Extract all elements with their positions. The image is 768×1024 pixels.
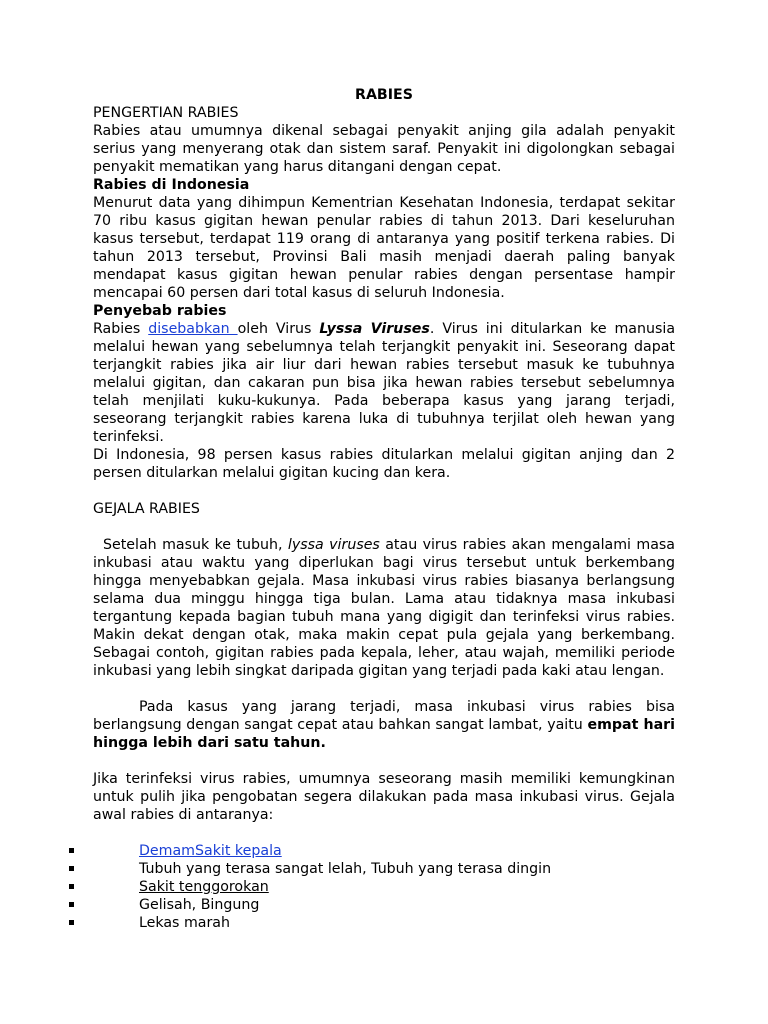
demam-link[interactable]: Demam bbox=[139, 843, 195, 859]
list-item-text: Tubuh yang terasa sangat lelah, Tubuh yang terasa dingin bbox=[139, 861, 552, 877]
paragraph-pengertian: Rabies atau umumnya dikenal sebagai penyakit anjing gila adalah penyakit serius yang menyerang otak dan sistem saraf. Penyakit ini digolongkan sebagai penyakit mematikan yang harus ditangani dengan cepat. bbox=[93, 123, 675, 175]
spacer bbox=[93, 518, 675, 536]
paragraph-gejala-2 bbox=[93, 698, 675, 752]
spacer bbox=[93, 824, 675, 842]
penyebab-text-after: . Virus ini ditularkan ke manusia melalui hewan yang sebelumnya telah terjangkit penyakit ini. Seseorang dapat terjangkit rabies jika air liur dari hewan rabies tersebut masuk ke tubuhnya melalui gigitan, dan cakaran pun bisa jika hewan rabies tersebut sebelumnya telah menjilati kuku-kukunya. Pada beberapa kasus yang jarang terjadi, seseorang terjangkit rabies karena luka di tubuhnya terjilat oleh hewan yang terinfeksi. bbox=[93, 321, 676, 445]
section-heading-penyebab: Penyebab rabies bbox=[93, 303, 227, 319]
spacer bbox=[93, 482, 675, 500]
paragraph-penyebab-1 bbox=[93, 320, 675, 446]
gejala-virus-italic: lyssa viruses bbox=[287, 537, 380, 553]
virus-name: Lyssa Viruses bbox=[319, 321, 430, 337]
sakit-tenggorokan-link[interactable]: Sakit tenggorokan bbox=[139, 879, 269, 895]
document-content bbox=[93, 86, 675, 932]
bullet-icon bbox=[69, 866, 74, 871]
bullet-icon bbox=[69, 902, 74, 907]
gejala-2-bold: empat hari hingga lebih dari satu tahun. bbox=[93, 717, 676, 751]
section-heading-gejala: GEJALA RABIES bbox=[93, 501, 200, 517]
bullet-icon bbox=[69, 848, 74, 853]
penyebab-text-mid: oleh Virus bbox=[237, 321, 320, 337]
bullet-icon bbox=[69, 920, 74, 925]
paragraph-gejala-1 bbox=[93, 536, 675, 680]
list-item bbox=[93, 896, 675, 914]
penyebab-text-before: Rabies bbox=[93, 321, 149, 337]
paragraph-penyebab-2: Di Indonesia, 98 persen kasus rabies ditularkan melalui gigitan anjing dan 2 persen ditularkan melalui gigitan kucing dan kera. bbox=[93, 447, 675, 481]
list-item bbox=[93, 860, 675, 878]
list-item-text: Gelisah, Bingung bbox=[139, 897, 260, 913]
symptom-list bbox=[93, 842, 675, 932]
gejala-2-text: Pada kasus yang jarang terjadi, masa inkubasi virus rabies bisa berlangsung dengan sangat cepat atau bahkan sangat lambat, yaitu bbox=[93, 699, 675, 733]
spacer bbox=[93, 752, 675, 770]
section-heading-pengertian: PENGERTIAN RABIES bbox=[93, 105, 239, 121]
disebabkan-link[interactable]: disebabkan bbox=[148, 321, 238, 337]
document-title: RABIES bbox=[355, 87, 413, 103]
list-item-text: Lekas marah bbox=[139, 915, 230, 931]
bullet-icon bbox=[69, 884, 74, 889]
list-item bbox=[93, 878, 675, 896]
list-item bbox=[93, 842, 675, 860]
paragraph-indonesia: Menurut data yang dihimpun Kementrian Kesehatan Indonesia, terdapat sekitar 70 ribu kasus gigitan hewan penular rabies di tahun 2013. Dari keseluruhan kasus tersebut, terdapat 119 orang di antaranya yang positif terkena rabies. Di tahun 2013 tersebut, Provinsi Bali masih menjadi daerah paling banyak mendapat kasus gigitan hewan penular rabies dengan persentase hampir mencapai 60 persen dari total kasus di seluruh Indonesia. bbox=[93, 195, 675, 301]
section-heading-indonesia: Rabies di Indonesia bbox=[93, 177, 250, 193]
list-item bbox=[93, 914, 675, 932]
sakit-kepala-link[interactable]: Sakit kepala bbox=[195, 843, 282, 859]
paragraph-gejala-3: Jika terinfeksi virus rabies, umumnya seseorang masih memiliki kemungkinan untuk pulih jika pengobatan segera dilakukan pada masa inkubasi virus. Gejala awal rabies di antaranya: bbox=[93, 771, 675, 823]
spacer bbox=[93, 680, 675, 698]
gejala-text-before: Setelah masuk ke tubuh, bbox=[103, 537, 288, 553]
gejala-text-after: atau virus rabies akan mengalami masa inkubasi atau waktu yang diperlukan bagi virus tersebut untuk berkembang hingga menyebabkan gejala. Masa inkubasi virus rabies biasanya berlangsung selama dua minggu hingga tiga bulan. Lama atau tidaknya masa inkubasi tergantung kepada bagian tubuh mana yang digigit dan terinfeksi virus rabies. Makin dekat dengan otak, maka makin cepat pula gejala yang berkembang. Sebagai contoh, gigitan rabies pada kepala, leher, atau wajah, memiliki periode inkubasi yang lebih singkat daripada gigitan yang terjadi pada kaki atau lengan. bbox=[93, 537, 675, 679]
